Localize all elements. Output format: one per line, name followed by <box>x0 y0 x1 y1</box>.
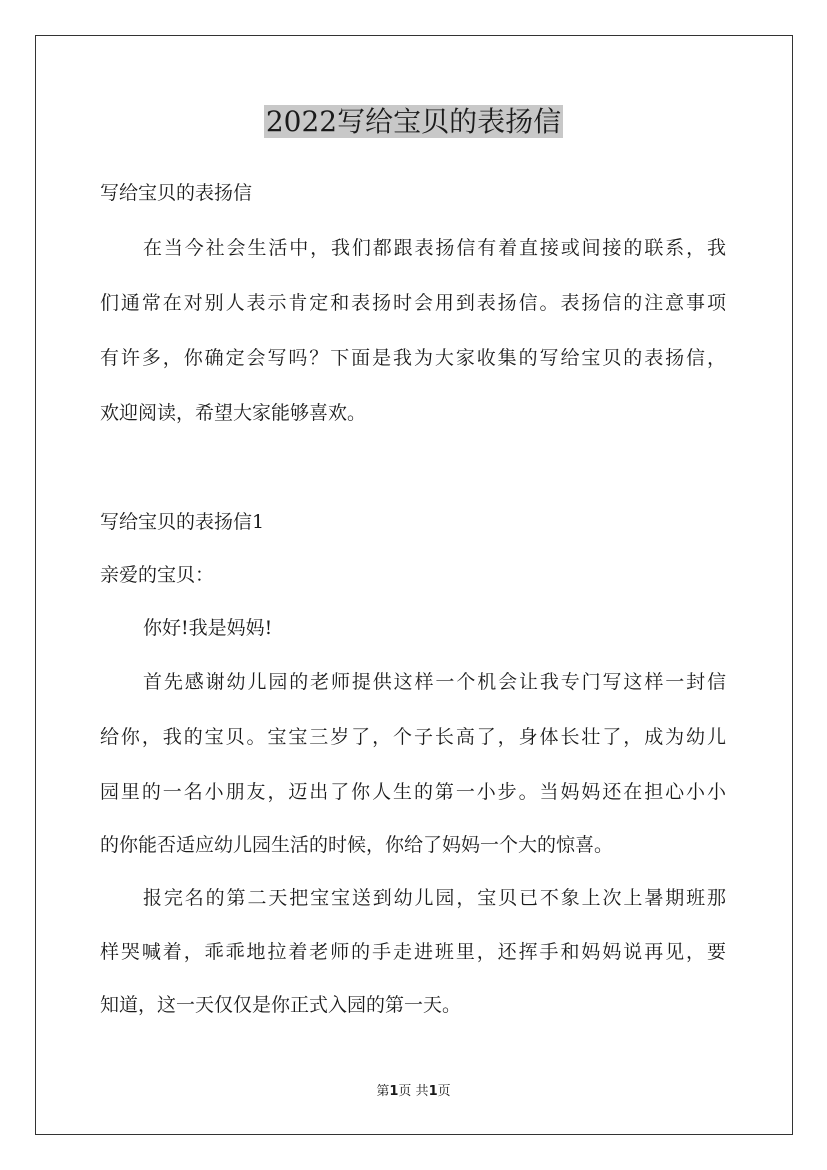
para2-line-3: 知道，这一天仅仅是你正式入园的第一天。 <box>100 994 462 1016</box>
intro-line-1: 在当今社会生活中，我们都跟表扬信有着直接或间接的联系，我 <box>143 237 726 259</box>
footer-suffix: 页 <box>437 1084 451 1099</box>
footer-prefix: 第 <box>376 1084 390 1099</box>
intro-line-2: 们通常在对别人表示肯定和表扬时会用到表扬信。表扬信的注意事项 <box>100 292 726 314</box>
footer-current-page: 1 <box>389 1084 399 1099</box>
para1-line-2: 给你，我的宝贝。宝宝三岁了，个子长高了，身体长壮了，成为幼儿 <box>100 726 726 748</box>
para2-line-2: 样哭喊着，乖乖地拉着老师的手走进班里，还挥手和妈妈说再见，要 <box>100 941 726 963</box>
section-heading: 写给宝贝的表扬信1 <box>100 511 265 533</box>
footer-total-pages: 1 <box>428 1084 438 1099</box>
intro-line-3: 有许多，你确定会写吗？下面是我为大家收集的写给宝贝的表扬信， <box>100 347 726 369</box>
para1-line-1: 首先感谢幼儿园的老师提供这样一个机会让我专门写这样一封信 <box>143 671 726 693</box>
greeting: 你好!我是妈妈! <box>143 617 273 639</box>
document-title <box>0 98 827 146</box>
salutation: 亲爱的宝贝： <box>100 564 215 586</box>
document-title-text: 2022写给宝贝的表扬信 <box>265 105 562 138</box>
para2-line-1: 报完名的第二天把宝宝送到幼儿园，宝贝已不象上次上暑期班那 <box>143 887 726 909</box>
para1-line-4: 的你能否适应幼儿园生活的时候，你给了妈妈一个大的惊喜。 <box>100 834 614 856</box>
para1-line-3: 园里的一名小朋友，迈出了你人生的第一小步。当妈妈还在担心小小 <box>100 781 726 803</box>
page-footer <box>0 1083 827 1101</box>
document-subtitle: 写给宝贝的表扬信 <box>100 182 253 204</box>
intro-line-4: 欢迎阅读，希望大家能够喜欢。 <box>100 402 367 424</box>
footer-mid: 页 共 <box>398 1084 429 1099</box>
